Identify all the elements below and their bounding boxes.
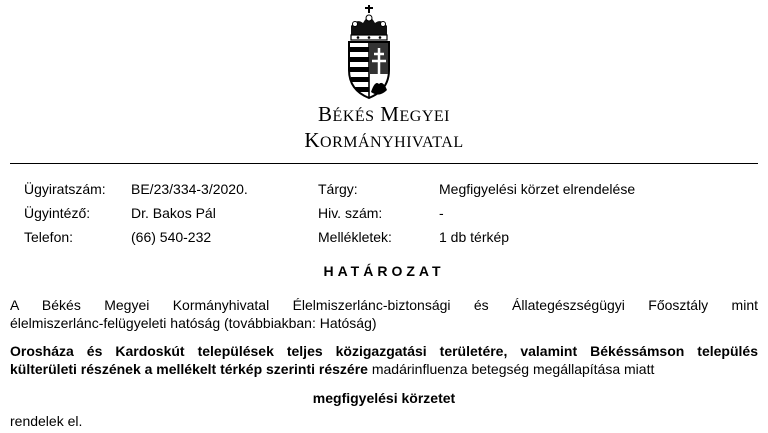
- organization-name-line2: KORMÁNYHIVATAL: [304, 128, 464, 152]
- paragraph-2-regular-part: madárinfluenza betegség megállapítása miatt: [367, 361, 655, 377]
- decision-subject: megfigyelési körzetet: [312, 390, 456, 406]
- reference-number-value: -: [439, 205, 444, 221]
- crown-icon: [351, 5, 387, 40]
- case-number-value: BE/23/334-3/2020.: [131, 181, 248, 197]
- paragraph-2-bold-part: külterületi részének a mellékelt térkép szerinti részére: [10, 361, 368, 377]
- header-divider: [10, 163, 758, 164]
- closing-text: rendelek el.: [10, 413, 83, 429]
- subject-value: Megfigyelési körzet elrendelése: [439, 181, 636, 197]
- organization-name-line1: BÉKÉS MEGYEI: [318, 102, 450, 126]
- coat-of-arms-emblem: [343, 4, 395, 100]
- shield-icon: [349, 42, 389, 98]
- administrator-value: Dr. Bakos Pál: [131, 205, 216, 221]
- paragraph-2-line-2: [10, 360, 758, 378]
- subject-label: Tárgy:: [318, 181, 358, 197]
- phone-value: (66) 540-232: [131, 229, 212, 245]
- administrator-label: Ügyintéző:: [24, 205, 91, 221]
- paragraph-1-line-2: élelmiszerlánc-felügyeleti hatóság (továbbiakban: Hatóság): [10, 315, 377, 331]
- paragraph-2-line-1: Orosháza és Kardoskút települések teljes közigazgatási területére, valamint Békéssámson település: [10, 343, 758, 359]
- phone-label: Telefon:: [24, 229, 74, 245]
- reference-number-label: Hiv. szám:: [318, 205, 383, 221]
- case-number-label: Ügyiratszám:: [24, 181, 106, 197]
- document-title: HATÁROZAT: [323, 263, 445, 279]
- attachments-value: 1 db térkép: [439, 229, 510, 245]
- paragraph-1-line-1: A Békés Megyei Kormányhivatal Élelmiszerlánc-biztonsági és Állategészségügyi Főosztály mint: [10, 297, 758, 313]
- attachments-label: Mellékletek:: [318, 229, 392, 245]
